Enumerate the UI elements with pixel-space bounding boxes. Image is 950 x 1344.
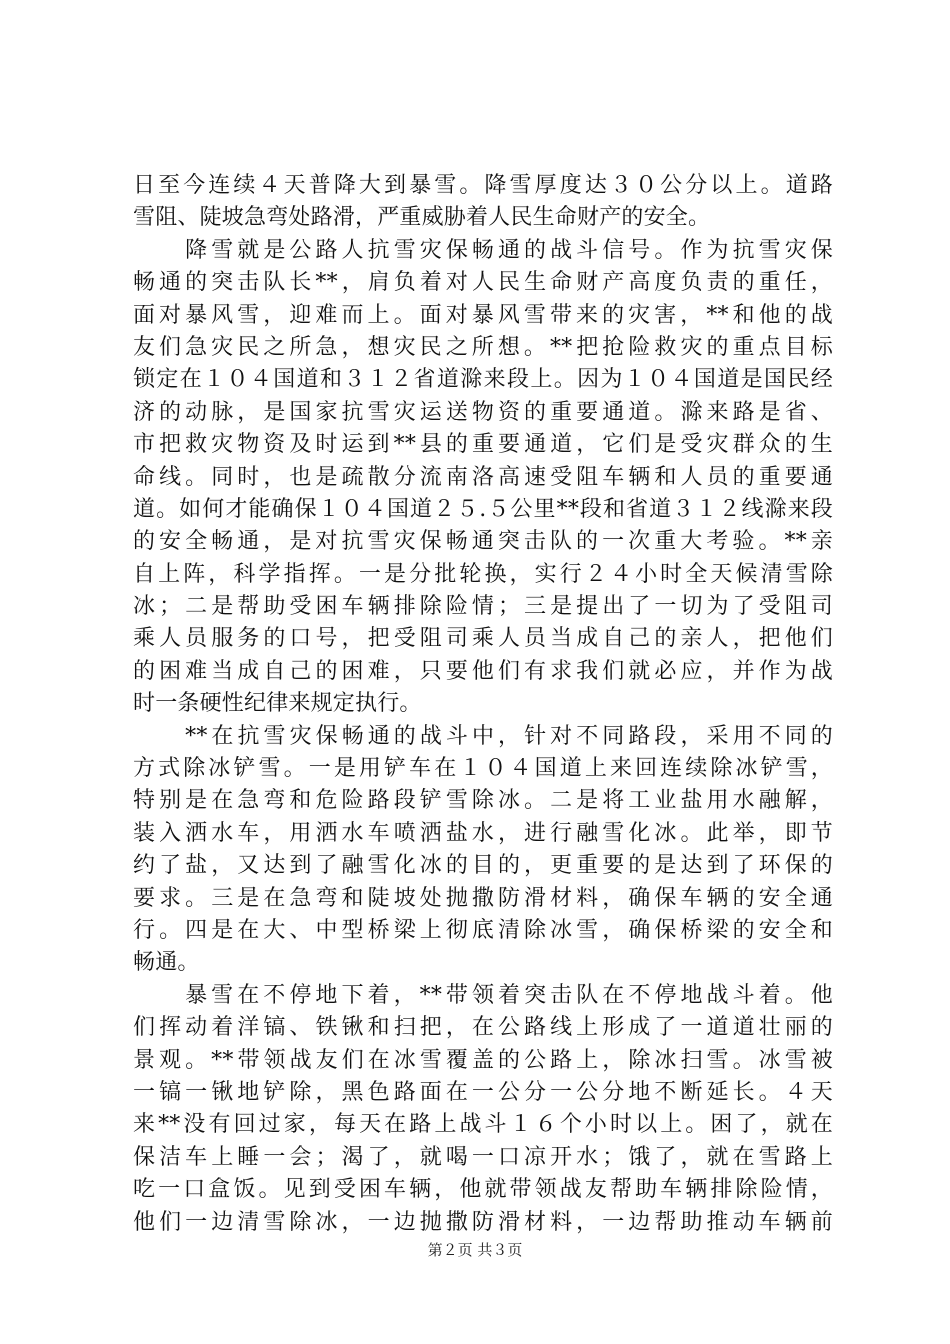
text-line: 保洁车上睡一会；渴了，就喝一口凉开水；饿了，就在雪路上 bbox=[133, 1144, 833, 1170]
text-line: 乘人员服务的口号，把受阻司乘人员当成自己的亲人，把他们 bbox=[133, 626, 833, 652]
text-line: 们挥动着洋镐、铁锹和扫把，在公路线上形成了一道道壮丽的 bbox=[133, 1015, 833, 1041]
text-line: 行。四是在大、中型桥梁上彻底清除冰雪，确保桥梁的安全和 bbox=[133, 917, 833, 943]
text-line: 景观。**带领战友们在冰雪覆盖的公路上，除冰扫雪。冰雪被 bbox=[133, 1047, 833, 1073]
text-line: 装入洒水车，用洒水车喷洒盐水，进行融雪化冰。此举，即节 bbox=[133, 820, 833, 846]
text-line: 他们一边清雪除冰，一边抛撒防滑材料，一边帮助推动车辆前 bbox=[133, 1209, 833, 1235]
text-line: 日至今连续４天普降大到暴雪。降雪厚度达３０公分以上。道路 bbox=[133, 173, 833, 198]
text-line: 时一条硬性纪律来规定执行。 bbox=[133, 691, 422, 717]
text-line: 道。如何才能确保１０４国道２５.５公里**段和省道３１２线滁来段 bbox=[133, 496, 833, 522]
text-line: 冰；二是帮助受困车辆排除险情；三是提出了一切为了受阻司 bbox=[133, 594, 833, 620]
text-line: 市把救灾物资及时运到**县的重要通道，它们是受灾群众的生 bbox=[133, 432, 833, 458]
text-line: 命线。同时，也是疏散分流南洛高速受阻车辆和人员的重要通 bbox=[133, 464, 833, 490]
text-line: **在抗雪灾保畅通的战斗中，针对不同路段，采用不同的 bbox=[133, 723, 833, 749]
text-line: 吃一口盒饭。见到受困车辆，他就带领战友帮助车辆排除险情， bbox=[133, 1177, 833, 1203]
text-line: 降雪就是公路人抗雪灾保畅通的战斗信号。作为抗雪灾保 bbox=[133, 237, 833, 263]
text-line: 友们急灾民之所急，想灾民之所想。**把抢险救灾的重点目标 bbox=[133, 334, 833, 360]
text-line: 畅通的突击队长**，肩负着对人民生命财产高度负责的重任， bbox=[133, 270, 833, 296]
text-line: 方式除冰铲雪。一是用铲车在１０４国道上来回连续除冰铲雪， bbox=[133, 756, 833, 782]
text-line: 雪阻、陡坡急弯处路滑，严重威胁着人民生命财产的安全。 bbox=[133, 205, 711, 231]
text-line: 特别是在急弯和危险路段铲雪除冰。二是将工业盐用水融解， bbox=[133, 788, 833, 814]
text-line: 暴雪在不停地下着，**带领着突击队在不停地战斗着。他 bbox=[133, 982, 833, 1008]
text-line: 来**没有回过家，每天在路上战斗１６个小时以上。困了，就在 bbox=[133, 1112, 833, 1138]
text-line: 面对暴风雪，迎难而上。面对暴风雪带来的灾害，**和他的战 bbox=[133, 302, 833, 328]
page-footer: 第２页 共３页 bbox=[427, 1241, 523, 1259]
text-line: 畅通。 bbox=[133, 950, 200, 976]
text-line: 要求。三是在急弯和陡坡处抛撒防滑材料，确保车辆的安全通 bbox=[133, 885, 833, 911]
text-line: 的困难当成自己的困难，只要他们有求我们就必应，并作为战 bbox=[133, 658, 833, 684]
document-body bbox=[133, 170, 833, 1239]
text-line: 一镐一锹地铲除，黑色路面在一公分一公分地不断延长。４天 bbox=[133, 1079, 833, 1105]
text-line: 约了盐，又达到了融雪化冰的目的，更重要的是达到了环保的 bbox=[133, 853, 833, 879]
text-line: 的安全畅通，是对抗雪灾保畅通突击队的一次重大考验。**亲 bbox=[133, 529, 833, 555]
text-line: 自上阵，科学指挥。一是分批轮换，实行２４小时全天候清雪除 bbox=[133, 561, 833, 587]
text-line: 济的动脉，是国家抗雪灾运送物资的重要通道。滁来路是省、 bbox=[133, 399, 833, 425]
text-line: 锁定在１０４国道和３１２省道滁来段上。因为１０４国道是国民经 bbox=[133, 367, 833, 393]
